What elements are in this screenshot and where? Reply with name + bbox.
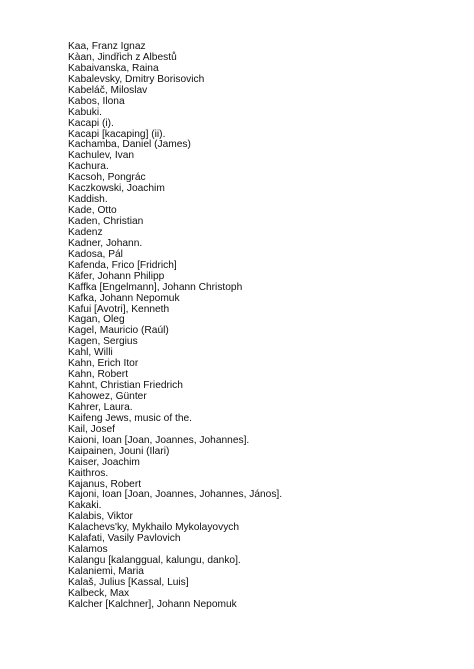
index-entry: Kaiser, Joachim — [68, 456, 140, 468]
index-entry: Kabaivanska, Raina — [68, 62, 159, 74]
index-entry: Kagan, Oleg — [68, 314, 125, 326]
index-entry: Kadosa, Pál — [68, 248, 123, 260]
index-entry: Kalbeck, Max — [68, 587, 130, 599]
index-entry: Kacapi (i). — [68, 117, 114, 129]
index-entry: Kajanus, Robert — [68, 478, 142, 490]
index-entry: Kahrer, Laura. — [68, 401, 133, 413]
index-entry: Kaffka [Engelmann], Johann Christoph — [68, 281, 243, 293]
index-entry: Kaithros. — [68, 467, 109, 479]
index-entry: Kaden, Christian — [68, 216, 144, 227]
index-entry: Kahnt, Christian Friedrich — [68, 380, 183, 392]
index-entry: Kabuki. — [68, 106, 102, 118]
index-entry: Kacapi [kacaping] (ii). — [68, 128, 166, 140]
index-entry: Kalaš, Julius [Kassal, Luis] — [68, 576, 189, 588]
index-entry: Kaifeng Jews, music of the. — [68, 412, 193, 424]
index-entry: Kade, Otto — [68, 205, 117, 217]
index-entry: Kabos, Ilona — [68, 95, 125, 107]
index-entry: Kabalevsky, Dmitry Borisovich — [68, 73, 205, 85]
index-entry: Kalamos — [68, 544, 108, 556]
index-entry: Kalachevs'ky, Mykhailo Mykolayovych — [68, 522, 240, 534]
index-entry: Kalaniemi, Maria — [68, 566, 144, 577]
index-entry: Kaddish. — [68, 194, 108, 206]
index-entry: Kahn, Erich Itor — [68, 358, 139, 370]
index-entry: Kachamba, Daniel (James) — [68, 139, 191, 151]
index-entry: Kàan, Jindřich z Albestů — [68, 51, 177, 63]
index-entry: Kafka, Johann Nepomuk — [68, 292, 180, 304]
index-entry: Kalafati, Vasily Pavlovich — [68, 533, 181, 545]
index-entry: Kaa, Franz Ignaz — [68, 41, 146, 52]
index-entry: Kachulev, Ivan — [68, 150, 135, 162]
index-entry: Kahowez, Günter — [68, 391, 147, 402]
index-entry: Kaioni, Ioan [Joan, Joannes, Johannes]. — [68, 434, 250, 446]
index-entry: Kahn, Robert — [68, 369, 129, 381]
index-entry: Kacsoh, Pongrác — [68, 172, 146, 184]
index-entry: Kaczkowski, Joachim — [68, 183, 165, 195]
index-entry: Käfer, Johann Philipp — [68, 270, 165, 282]
index-entry: Kadner, Johann. — [68, 237, 143, 249]
index-entry: Kaipainen, Jouni (Ilari) — [68, 445, 170, 457]
index-entry: Kagen, Sergius — [68, 336, 138, 348]
index-entry-list — [68, 42, 458, 611]
index-entry: Kail, Josef — [68, 423, 115, 435]
index-entry: Kachura. — [68, 161, 109, 173]
index-entry: Kalangu [kalanggual, kalungu, danko]. — [68, 555, 241, 567]
index-entry: Kalabis, Viktor — [68, 511, 133, 523]
index-entry: Kafui [Avotri], Kenneth — [68, 303, 170, 315]
index-entry: Kahl, Willi — [68, 347, 113, 359]
index-entry: Kajoni, Ioan [Joan, Joannes, Johannes, János]. — [68, 489, 283, 501]
index-entry: Kadenz — [68, 226, 103, 238]
index-entry: Kabeláč, Miloslav — [68, 84, 148, 96]
index-entry: Kakaki. — [68, 500, 102, 512]
index-entry: Kafenda, Frico [Fridrich] — [68, 259, 177, 271]
index-entry: Kagel, Mauricio (Raúl) — [68, 325, 169, 337]
index-entry: Kalcher [Kalchner], Johann Nepomuk — [68, 598, 237, 610]
